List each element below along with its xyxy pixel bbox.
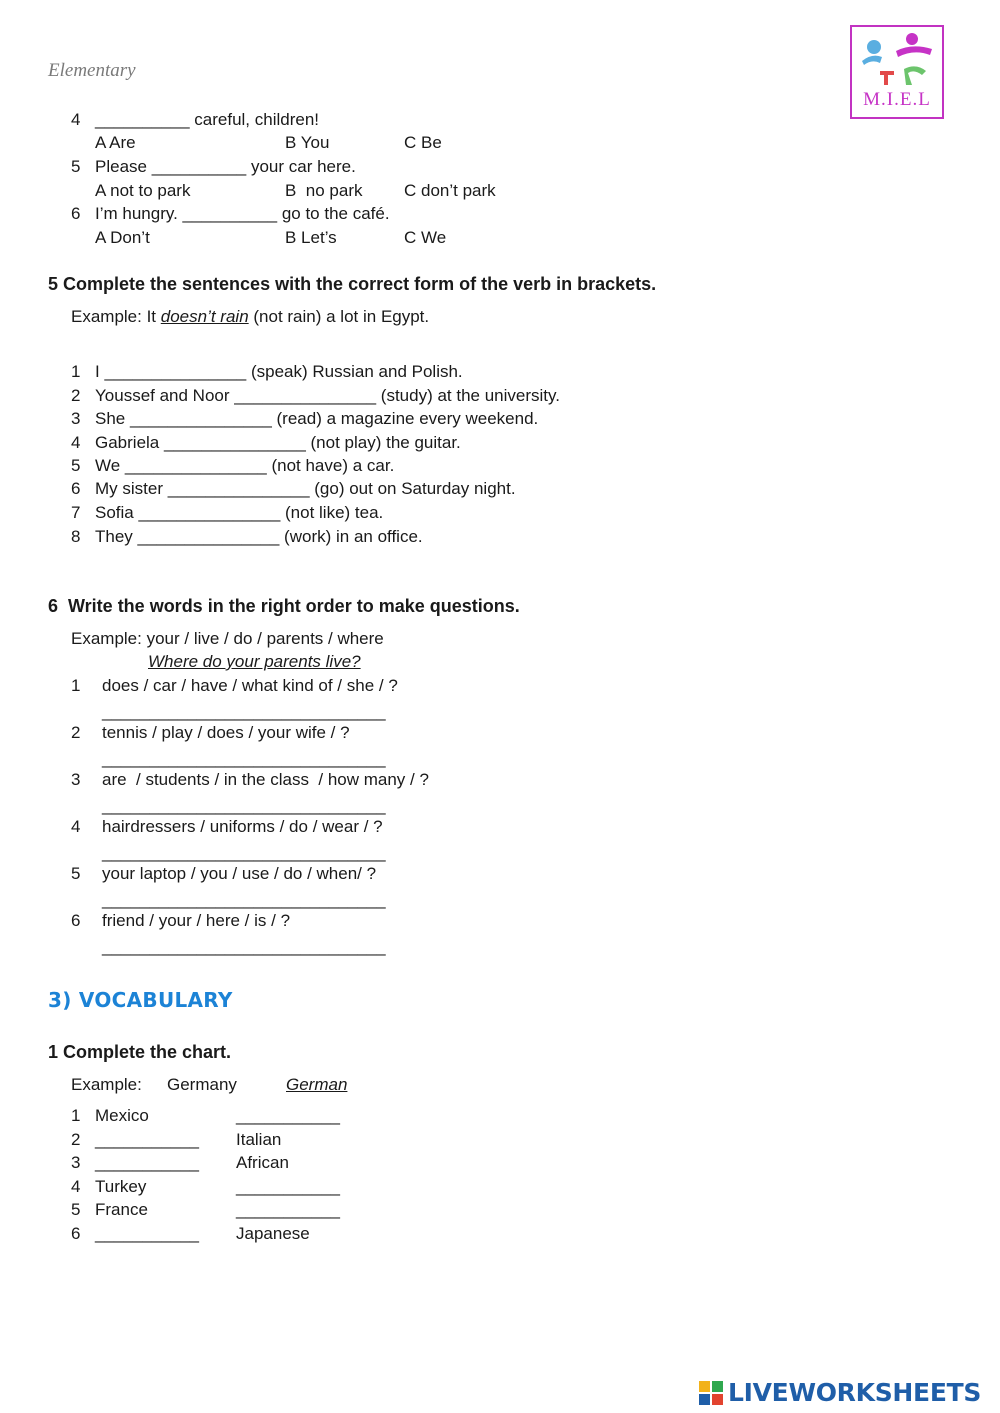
sentence-text: I _______________ (speak) Russian and Polish.: [95, 362, 463, 381]
answer-line: ______________________________: [102, 796, 386, 815]
question-words: tennis / play / does / your wife / ?: [102, 723, 350, 742]
level-label: Elementary: [48, 60, 136, 81]
item-number: 1: [71, 362, 81, 381]
item-number: 1: [71, 676, 81, 695]
sentence-text: Youssef and Noor _______________ (study) at the university.: [95, 386, 560, 405]
chart-country: ___________: [95, 1130, 200, 1149]
item-number: 6: [71, 1224, 81, 1243]
item-number: 4: [71, 433, 81, 452]
option-c: C We: [404, 228, 447, 247]
question-words: are / students / in the class / how many / ?: [102, 770, 429, 789]
logo-text: M.I.E.L: [863, 89, 931, 110]
question-words: your laptop / you / use / do / when/ ?: [102, 864, 377, 883]
answer-line: ______________________________: [102, 890, 386, 909]
answer-line: ______________________________: [102, 843, 386, 862]
item-number: 6: [71, 204, 81, 223]
option-b: B You: [285, 133, 330, 152]
item-number: 1: [71, 1106, 81, 1125]
exercise-5-title: 5 Complete the sentences with the correct form of the verb in brackets.: [48, 274, 657, 294]
chart-nationality: ___________: [236, 1177, 341, 1196]
chart-country: ___________: [95, 1224, 200, 1243]
item-number: 3: [71, 770, 81, 789]
question-words: hairdressers / uniforms / do / wear / ?: [102, 817, 383, 836]
example-prefix: Example: It: [71, 307, 161, 326]
item-number: 4: [71, 110, 81, 129]
answer-line: ______________________________: [102, 937, 386, 956]
chart-country: Turkey: [95, 1177, 147, 1196]
item-number: 5: [71, 864, 81, 883]
item-number: 5: [71, 456, 81, 475]
exercise-5-example: [71, 307, 429, 327]
item-number: 5: [71, 1200, 81, 1219]
liveworksheets-grid-icon: [698, 1380, 724, 1406]
chart-country: Mexico: [95, 1106, 149, 1125]
item-text: Please __________ your car here.: [95, 157, 356, 176]
question-words: friend / your / here / is / ?: [102, 911, 291, 930]
exercise-6-title: 6 Write the words in the right order to make questions.: [48, 596, 520, 616]
exercise-6-example: Example: your / live / do / parents / where: [71, 629, 384, 648]
vocabulary-heading: 3) VOCABULARY: [48, 988, 233, 1012]
chart-nationality: Italian: [236, 1130, 282, 1149]
exercise-6-example-answer: Where do your parents live?: [148, 652, 361, 671]
example-answer: doesn’t rain: [160, 307, 249, 326]
sentence-text: Gabriela _______________ (not play) the guitar.: [95, 433, 461, 452]
item-number: 2: [71, 1130, 81, 1149]
item-text: I’m hungry. __________ go to the café.: [95, 204, 390, 223]
chart-country: ___________: [95, 1153, 200, 1172]
item-number: 2: [71, 723, 81, 742]
answer-line: ______________________________: [102, 702, 386, 721]
item-number: 3: [71, 1153, 81, 1172]
item-number: 6: [71, 479, 81, 498]
chart-example-country: Germany: [167, 1075, 237, 1094]
option-a: A Are: [95, 133, 136, 152]
item-number: 8: [71, 527, 81, 546]
miel-logo: [850, 25, 944, 119]
item-number: 5: [71, 157, 81, 176]
option-a: A not to park: [95, 181, 191, 200]
answer-line: ______________________________: [102, 749, 386, 768]
chart-example-answer: German: [286, 1075, 348, 1094]
item-number: 7: [71, 503, 81, 522]
sentence-text: Sofia _______________ (not like) tea.: [95, 503, 384, 522]
sentence-text: We _______________ (not have) a car.: [95, 456, 395, 475]
sentence-text: They _______________ (work) in an office.: [95, 527, 423, 546]
item-number: 4: [71, 817, 81, 836]
chart-nationality: ___________: [236, 1106, 341, 1125]
item-number: 4: [71, 1177, 81, 1196]
item-text: __________ careful, children!: [95, 110, 319, 129]
question-words: does / car / have / what kind of / she / ?: [102, 676, 398, 695]
item-number: 6: [71, 911, 81, 930]
example-suffix: (not rain) a lot in Egypt.: [248, 307, 430, 326]
sentence-text: My sister _______________ (go) out on Saturday night.: [95, 479, 516, 498]
item-number: 3: [71, 409, 81, 428]
item-number: 2: [71, 386, 81, 405]
chart-nationality: Japanese: [236, 1224, 310, 1243]
option-a: A Don’t: [95, 228, 150, 247]
option-c: C don’t park: [404, 181, 496, 200]
vocab-exercise-1-title: 1 Complete the chart.: [48, 1042, 232, 1062]
sentence-text: She _______________ (read) a magazine every weekend.: [95, 409, 539, 428]
chart-nationality: African: [236, 1153, 289, 1172]
option-c: C Be: [404, 133, 442, 152]
option-b: B Let’s: [285, 228, 337, 247]
chart-nationality: ___________: [236, 1200, 341, 1219]
chart-example-label: Example:: [71, 1075, 142, 1094]
liveworksheets-wordmark: LIVEWORKSHEETS: [728, 1378, 982, 1407]
option-b: B no park: [285, 181, 363, 200]
chart-country: France: [95, 1200, 148, 1219]
